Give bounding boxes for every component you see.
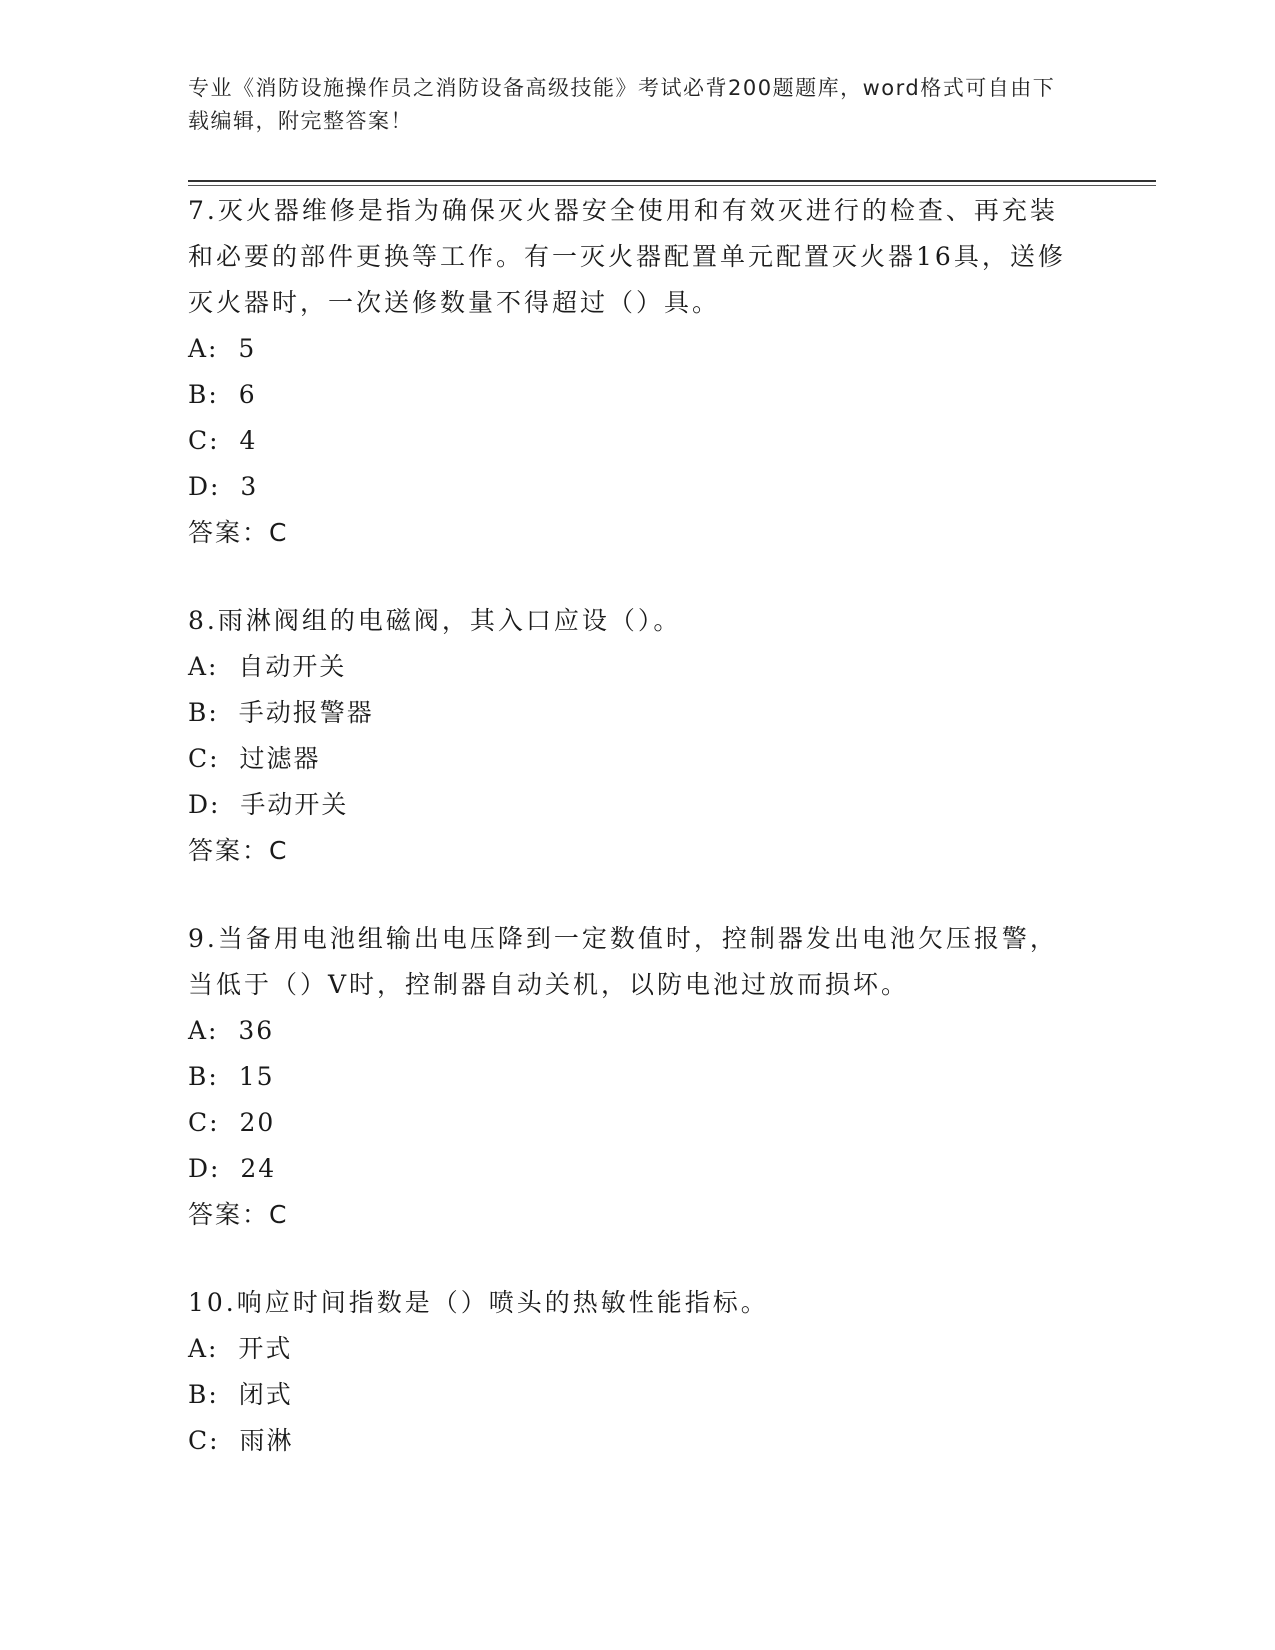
option-b: B: 15 [188, 1062, 275, 1091]
document-header: 专业《消防设施操作员之消防设备高级技能》考试必背200题题库，word格式可自由下载编辑，附完整答案！ [188, 76, 1056, 133]
question-stem: 9.当备用电池组输出电压降到一定数值时，控制器发出电池欠压报警，当低于（）V时，控制器自动关机，以防电池过放而损坏。 [188, 924, 1058, 999]
option-a: A: 36 [188, 1016, 275, 1045]
question-10 [188, 1280, 1068, 1464]
option-c: C: 20 [188, 1108, 276, 1137]
question-stem: 8.雨淋阀组的电磁阀，其入口应设（）。 [188, 606, 682, 635]
option-a: A: 自动开关 [188, 652, 347, 681]
question-stem: 10.响应时间指数是（）喷头的热敏性能指标。 [188, 1288, 769, 1317]
question-7 [188, 188, 1068, 556]
option-b: B: 手动报警器 [188, 698, 374, 727]
option-d: D: 手动开关 [188, 790, 349, 819]
option-d: D: 24 [188, 1154, 277, 1183]
option-a: A: 开式 [188, 1334, 293, 1363]
option-c: C: 雨淋 [188, 1426, 294, 1455]
option-c: C: 过滤器 [188, 744, 321, 773]
answer: 答案：C [188, 1200, 289, 1229]
header-divider-thin [188, 185, 1156, 186]
question-8 [188, 598, 1068, 874]
question-9 [188, 916, 1068, 1238]
option-a: A: 5 [188, 334, 257, 363]
question-stem: 7.灭火器维修是指为确保灭火器安全使用和有效灭进行的检查、再充装和必要的部件更换等工作。有一灭火器配置单元配置灭火器16具，送修灭火器时，一次送修数量不得超过（）具。 [188, 196, 1066, 317]
option-c: C: 4 [188, 426, 258, 455]
option-b: B: 闭式 [188, 1380, 293, 1409]
option-d: D: 3 [188, 472, 259, 501]
answer: 答案：C [188, 836, 289, 865]
answer: 答案：C [188, 518, 289, 547]
option-b: B: 6 [188, 380, 257, 409]
header-divider-thick [188, 180, 1156, 182]
